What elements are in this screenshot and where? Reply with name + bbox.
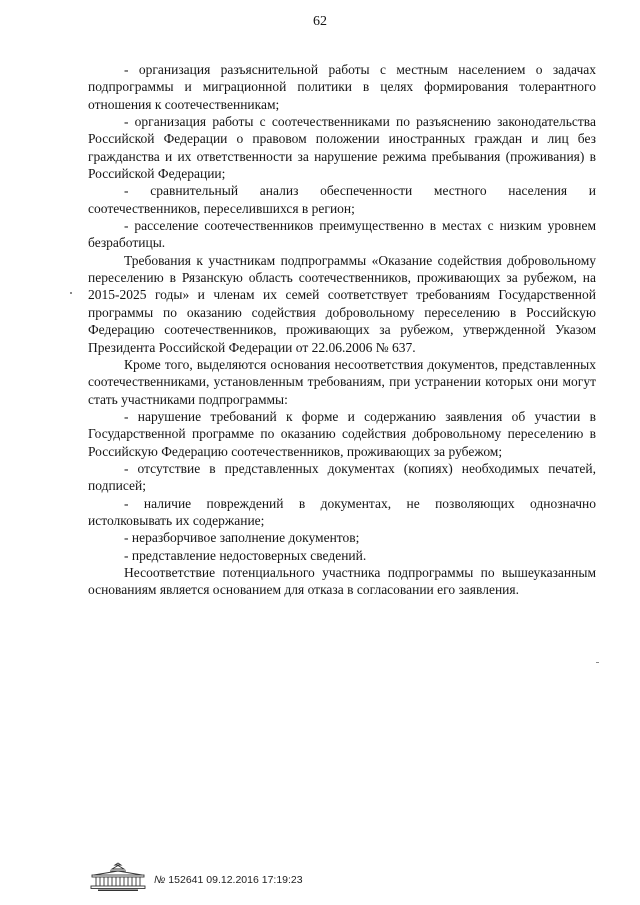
paragraph-8: - отсутствие в представленных документах (копиях) необходимых печатей, подписей; bbox=[88, 460, 596, 494]
number-sign: № bbox=[154, 874, 166, 886]
paragraph-9: - наличие повреждений в документах, не позволяющих однозначно истолковывать их содержание; bbox=[88, 495, 596, 528]
paragraph-7: - нарушение требований к форме и содержанию заявления об участии в Государственной программе по оказанию содействия добровольному переселению в Российскую Федерацию соотечественников, проживающих за рубежом; bbox=[88, 408, 596, 459]
paragraph-2: - организация работы с соотечественниками по разъяснению законодательства Российской Федерации о правовом положении иностранных граждан и лиц без гражданства и их ответственности за нарушение режима пребывания (проживания) в Российской Федерации; bbox=[88, 114, 596, 182]
footer bbox=[90, 862, 390, 894]
government-building-stamp-icon bbox=[90, 862, 146, 892]
registration-stamp bbox=[154, 874, 303, 886]
paragraph-6: Кроме того, выделяются основания несоответствия документов, представленных соотечественниками, установленным требованиям, при устранении которых они могут стать участниками подпрограммы: bbox=[88, 356, 596, 407]
paragraph-5: Требования к участникам подпрограммы «Оказание содействия добровольному переселению в Рязанскую область соотечественников, проживающих за рубежом, на 2015-2025 годы» и членам их семей соответствует требованиям Государственной программы по оказанию содействия добровольному переселению в Российскую Федерацию соотечественников, проживающих за рубежом, утвержденной Указом Президента Российской Федерации от 22.06.2006 № 637. bbox=[88, 252, 596, 355]
scan-speck bbox=[596, 662, 599, 663]
document-body bbox=[88, 61, 596, 599]
paragraph-1: - организация разъяснительной работы с местным населением о задачах подпрограммы и миграционной политики в целях формирования толерантного отношения к соотечественникам; bbox=[88, 62, 596, 112]
paragraph-11: - представление недостоверных сведений. bbox=[124, 547, 367, 563]
document-id: 152641 bbox=[168, 874, 204, 886]
page-number: 62 bbox=[313, 14, 327, 29]
scan-speck bbox=[70, 292, 72, 294]
paragraph-3: - сравнительный анализ обеспеченности местного населения и соотечественников, переселившихся в регион; bbox=[88, 183, 596, 216]
paragraph-10: - неразборчивое заполнение документов; bbox=[124, 530, 360, 546]
timestamp: 09.12.2016 17:19:23 bbox=[206, 874, 303, 886]
paragraph-4: - расселение соотечественников преимущественно в местах с низким уровнем безработицы. bbox=[88, 218, 596, 251]
paragraph-12: Несоответствие потенциального участника подпрограммы по вышеуказанным основаниям является основанием для отказа в согласовании его заявления. bbox=[88, 564, 596, 598]
